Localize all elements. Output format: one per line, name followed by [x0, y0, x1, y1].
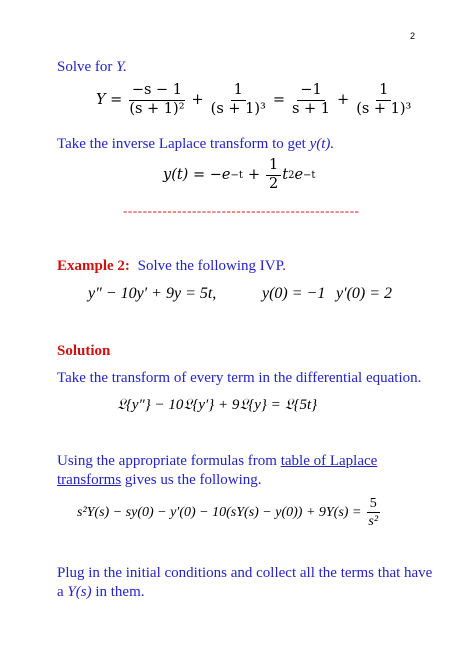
eq2-half-num: 1 — [266, 158, 281, 176]
eq4-main: s²Y(s) − sy(0) − y′(0) − 10(sY(s) − y(0)) + 9Y(s) = — [77, 504, 362, 520]
eq2-e-sup: −t — [303, 169, 316, 181]
laplace-table-link-cont[interactable]: transforms — [57, 472, 122, 488]
inverse-var: y(t). — [309, 136, 335, 152]
equation-3: 𝔏{y″} − 10𝔏{y′} + 9𝔏{y} = 𝔏{5t} — [117, 397, 318, 413]
eq1-f4-den: (s + 1)³ — [356, 100, 412, 117]
using-text-2: gives us the following. — [121, 472, 262, 488]
plug-in-line-1: Plug in the initial conditions and collect all the terms that have — [57, 565, 433, 581]
laplace-table-link[interactable]: table of Laplace — [280, 453, 378, 469]
eq1-f1-num: −s − 1 — [129, 83, 185, 101]
example-text: Solve the following IVP. — [137, 258, 287, 274]
eq1-fraction-1 — [126, 83, 187, 118]
ivp-ic1: y(0) = −1 — [262, 285, 326, 302]
eq1-fraction-2 — [208, 83, 269, 118]
inverse-transform-line — [57, 136, 334, 153]
plug-var: Y(s) — [67, 584, 92, 600]
using-formulas-line-2 — [57, 472, 262, 489]
example-2-line — [57, 258, 286, 275]
solve-for-line — [57, 59, 127, 76]
eq2-plus: + — [247, 167, 260, 184]
eq1-f2-den: (s + 1)³ — [210, 100, 266, 117]
eq1-f3-den: s + 1 — [292, 100, 331, 117]
eq2-half — [266, 158, 281, 193]
equation-1 — [96, 83, 418, 118]
eq1-f2-num: 1 — [231, 83, 246, 101]
eq2-e: e — [294, 167, 304, 184]
eq1-f4-num: 1 — [376, 83, 391, 101]
eq4-rhs-den: s² — [368, 514, 379, 530]
solve-for-prefix: Solve for — [57, 59, 117, 75]
ivp-ode: y″ − 10y′ + 9y = 5t, — [88, 285, 217, 302]
plug-prefix: a — [57, 584, 68, 600]
eq2-lhs-sup: −t — [230, 169, 243, 181]
using-text: Using the appropriate formulas from — [57, 453, 281, 469]
example-label: Example 2: — [57, 258, 130, 274]
eq4-rhs — [365, 496, 381, 530]
eq2-t: t — [282, 167, 289, 184]
eq4-rhs-num: 5 — [367, 496, 380, 513]
using-formulas-line-1 — [57, 453, 377, 470]
eq1-f3-num: −1 — [297, 83, 324, 101]
equation-2 — [163, 158, 315, 193]
eq1-fraction-3 — [289, 83, 333, 118]
eq1-fraction-4 — [353, 83, 414, 118]
eq1-f1-den: (s + 1)² — [129, 100, 185, 117]
eq1-plus-2: + — [337, 92, 350, 109]
solve-for-var: Y. — [116, 59, 127, 75]
eq1-lhs: Y = — [96, 92, 123, 109]
inverse-text: Take the inverse Laplace transform to get — [57, 136, 310, 152]
eq1-equals: = — [272, 92, 285, 109]
plug-suffix: in them. — [91, 584, 145, 600]
separator-dashes: ------------------------------------------------ — [123, 203, 360, 218]
ivp-ic2: y′(0) = 2 — [336, 285, 393, 302]
eq2-lhs: y(t) = −e — [163, 167, 231, 184]
eq2-t-sup: 2 — [288, 169, 295, 181]
eq2-half-den: 2 — [269, 175, 279, 192]
equation-4 — [77, 496, 385, 530]
eq1-plus: + — [191, 92, 204, 109]
page-number: 2 — [410, 31, 416, 41]
plug-in-line-2 — [57, 584, 145, 601]
transform-instruction: Take the transform of every term in the differential equation. — [57, 370, 422, 386]
solution-heading: Solution — [57, 343, 111, 359]
